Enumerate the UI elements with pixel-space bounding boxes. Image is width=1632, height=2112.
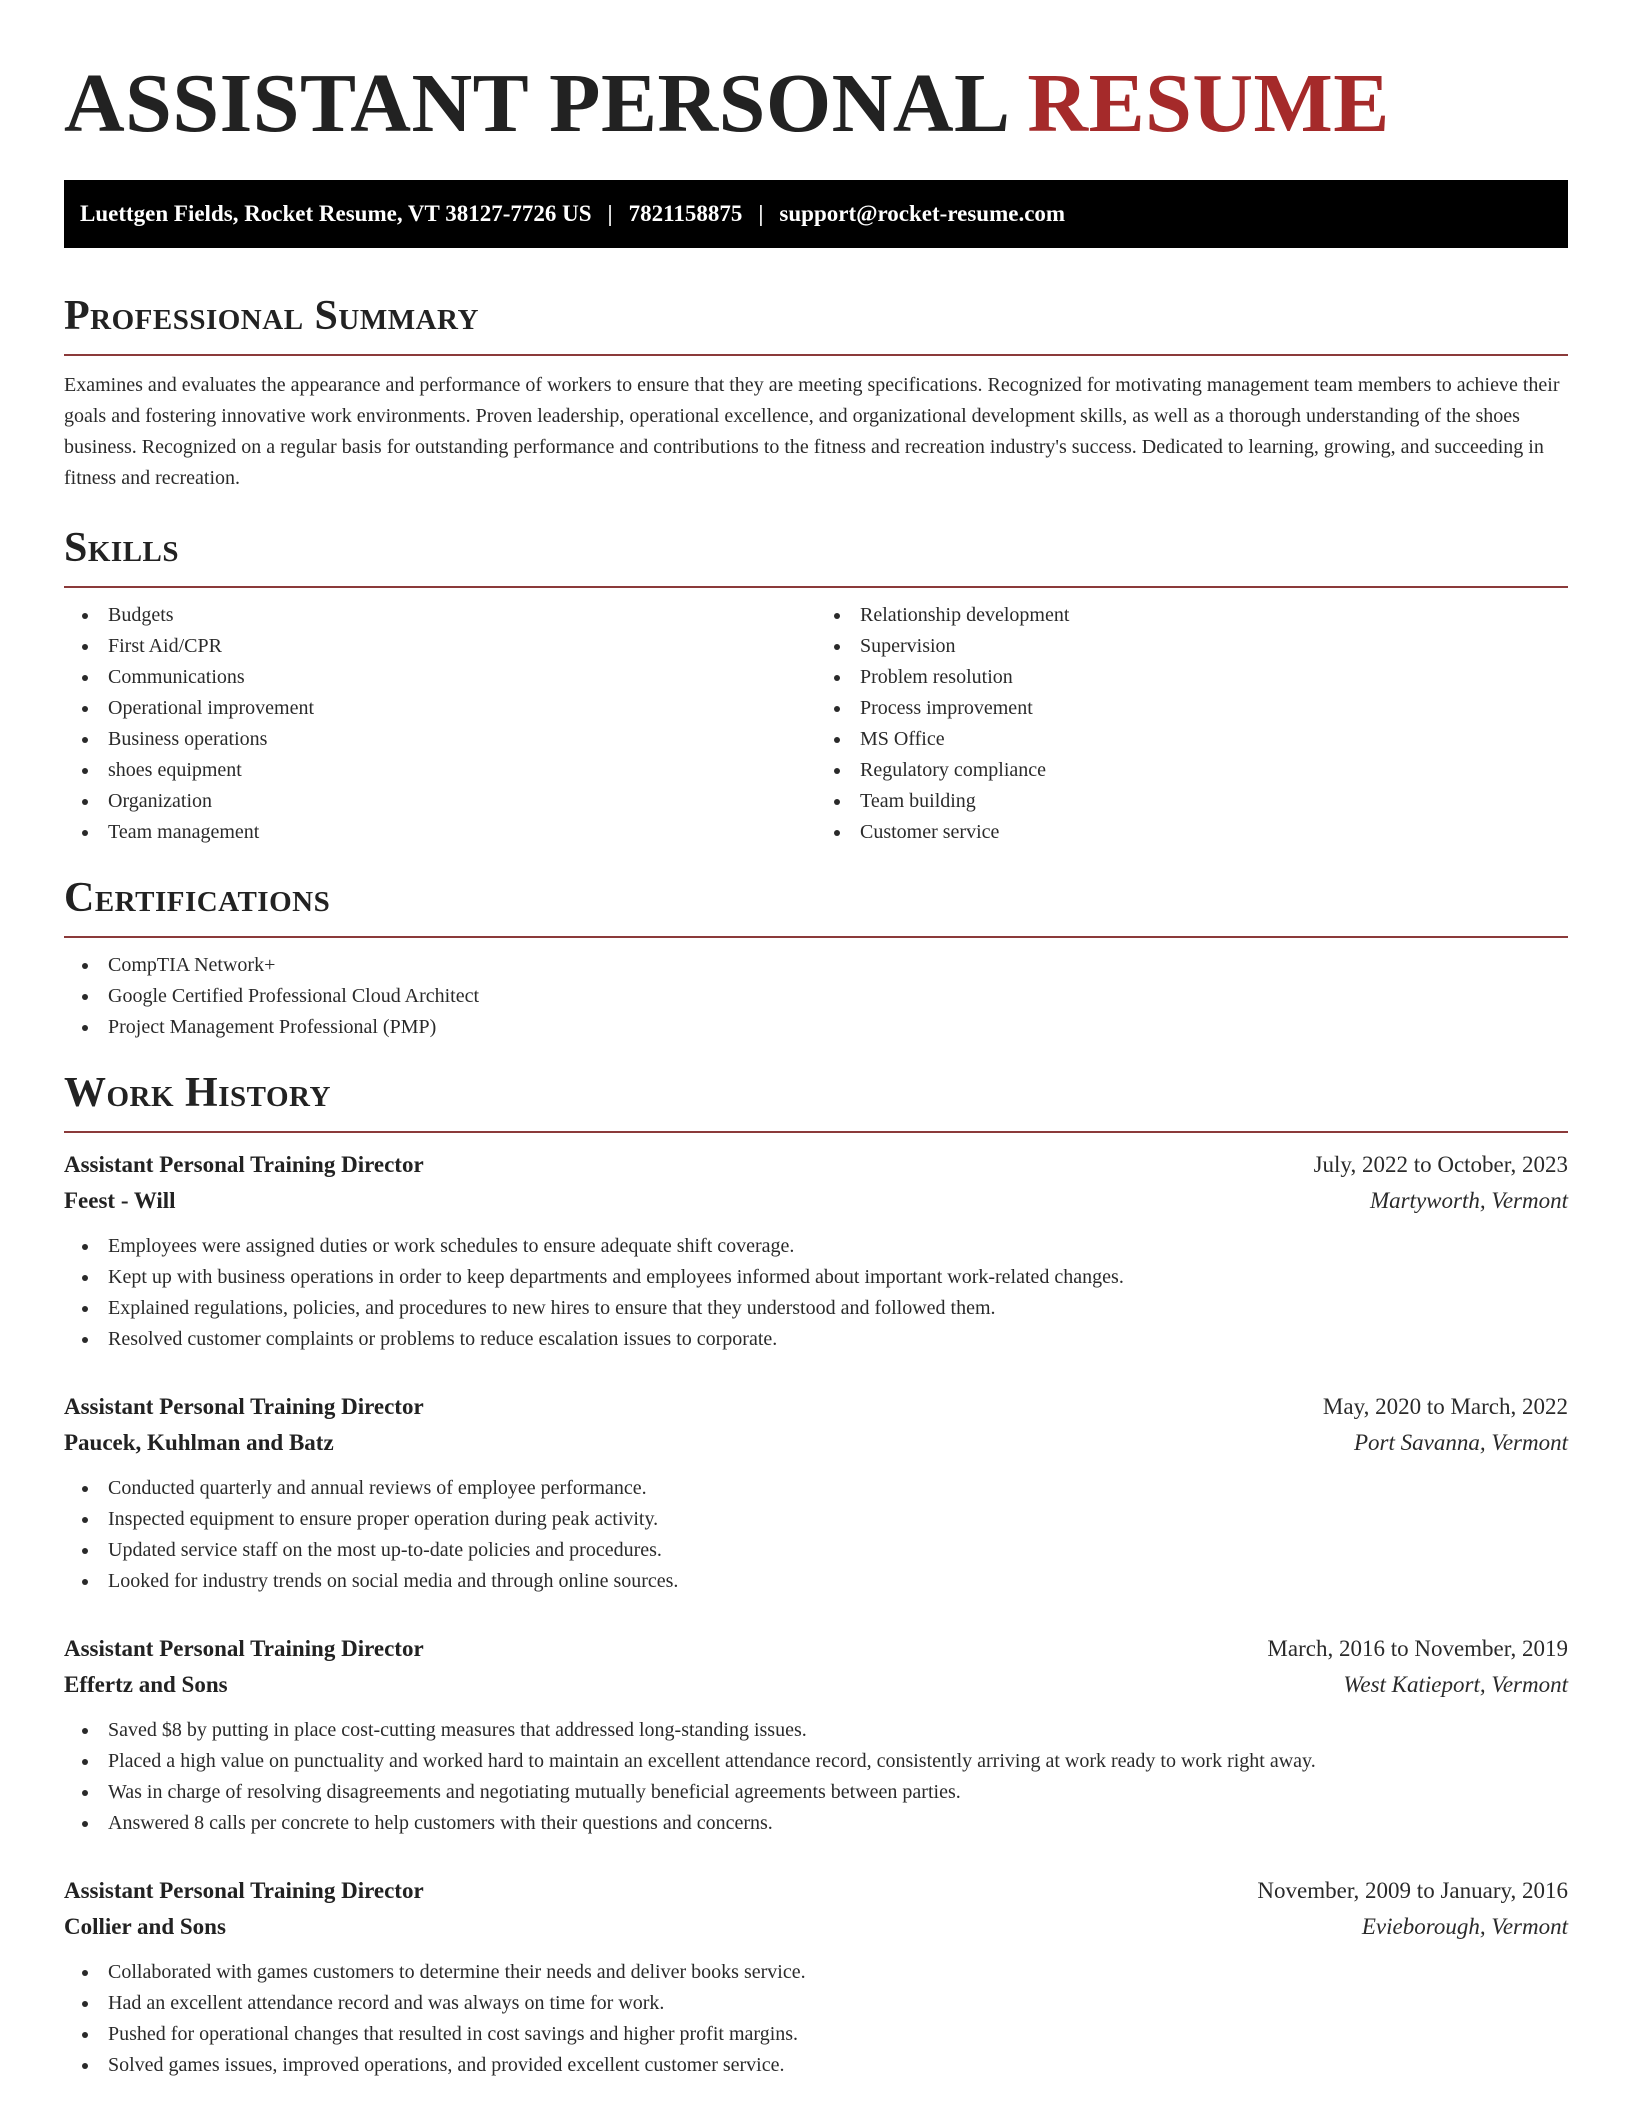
job-duty-item: Answered 8 calls per concrete to help customers with their questions and concerns. xyxy=(108,1808,1568,1839)
skill-item: Team management xyxy=(108,817,816,848)
job-company: Feest - Will xyxy=(64,1188,176,1213)
job-duty-item: Explained regulations, policies, and procedures to new hires to ensure that they understood and followed them. xyxy=(108,1293,1568,1324)
certification-item: Project Management Professional (PMP) xyxy=(108,1012,1568,1043)
job-dates: July, 2022 to October, 2023 xyxy=(1313,1152,1568,1177)
job-dates: May, 2020 to March, 2022 xyxy=(1322,1394,1568,1419)
skill-item: Organization xyxy=(108,786,816,817)
job-location: Martyworth, Vermont xyxy=(1369,1188,1568,1213)
skill-item: MS Office xyxy=(860,724,1568,755)
contact-bar xyxy=(64,180,1568,248)
contact-address: Luettgen Fields, Rocket Resume, VT 38127-7726 US xyxy=(80,201,592,226)
job-entry xyxy=(64,1631,1568,1839)
skill-item: Process improvement xyxy=(860,693,1568,724)
skill-item: Communications xyxy=(108,662,816,693)
job-duty-item: Collaborated with games customers to determine their needs and deliver books service. xyxy=(108,1957,1568,1988)
job-company-row xyxy=(64,1183,1568,1219)
title-main: ASSISTANT PERSONAL xyxy=(64,57,1006,150)
skill-item: Supervision xyxy=(860,631,1568,662)
skill-item: Team building xyxy=(860,786,1568,817)
job-entry xyxy=(64,1873,1568,2081)
job-title: Assistant Personal Training Director xyxy=(64,1636,424,1661)
job-entry xyxy=(64,1147,1568,1355)
skill-item: Problem resolution xyxy=(860,662,1568,693)
skill-item: Customer service xyxy=(860,817,1568,848)
contact-separator: | xyxy=(758,201,764,226)
job-duty-item: Solved games issues, improved operations, and provided excellent customer service. xyxy=(108,2050,1568,2081)
certifications-list xyxy=(64,950,1568,1043)
job-company-row xyxy=(64,1425,1568,1461)
summary-text: Examines and evaluates the appearance and performance of workers to ensure that they are meeting specifications. Recognized for motivating management team members to achieve their goals and fostering innovative work environments. Proven leadership, operational excellence, and organizational development skills, as well as a thorough understanding of the shoes business. Recognized on a regular basis for outstanding performance and contributions to the fitness and recreation industry's success. Dedicated to learning, growing, and succeeding in fitness and recreation. xyxy=(64,374,1560,489)
skill-item: Relationship development xyxy=(860,600,1568,631)
skill-item: Operational improvement xyxy=(108,693,816,724)
job-header-row xyxy=(64,1147,1568,1183)
contact-phone: 7821158875 xyxy=(628,201,743,226)
job-duty-item: Conducted quarterly and annual reviews of employee performance. xyxy=(108,1473,1568,1504)
contact-separator: | xyxy=(607,201,613,226)
job-duty-item: Kept up with business operations in order to keep departments and employees informed about important work-related changes. xyxy=(108,1262,1568,1293)
skills-list-right xyxy=(816,600,1568,848)
job-company: Effertz and Sons xyxy=(64,1672,228,1697)
job-duty-item: Resolved customer complaints or problems to reduce escalation issues to corporate. xyxy=(108,1324,1568,1355)
skill-item: Regulatory compliance xyxy=(860,755,1568,786)
job-dates: November, 2009 to January, 2016 xyxy=(1257,1878,1568,1903)
title-accent: RESUME xyxy=(1027,57,1390,150)
skill-item: Budgets xyxy=(108,600,816,631)
job-header-row xyxy=(64,1389,1568,1425)
resume-title xyxy=(64,0,1568,150)
job-location: West Katieport, Vermont xyxy=(1343,1672,1568,1697)
job-duty-item: Was in charge of resolving disagreements and negotiating mutually beneficial agreements between parties. xyxy=(108,1777,1568,1808)
job-duties-list xyxy=(64,1473,1568,1597)
job-duties-list xyxy=(64,1715,1568,1839)
skill-item: First Aid/CPR xyxy=(108,631,816,662)
job-duties-list xyxy=(64,1957,1568,2081)
job-header-row xyxy=(64,1873,1568,1909)
job-entry xyxy=(64,1389,1568,1597)
job-duty-item: Saved $8 by putting in place cost-cutting measures that addressed long-standing issues. xyxy=(108,1715,1568,1746)
skills-grid xyxy=(64,588,1568,848)
job-duty-item: Inspected equipment to ensure proper operation during peak activity. xyxy=(108,1504,1568,1535)
job-dates: March, 2016 to November, 2019 xyxy=(1267,1636,1568,1661)
job-company: Collier and Sons xyxy=(64,1914,226,1939)
job-duty-item: Pushed for operational changes that resulted in cost savings and higher profit margins. xyxy=(108,2019,1568,2050)
job-location: Evieborough, Vermont xyxy=(1361,1914,1568,1939)
contact-email: support@rocket-resume.com xyxy=(779,201,1066,226)
job-duty-item: Placed a high value on punctuality and worked hard to maintain an excellent attendance record, consistently arriving at work ready to work right away. xyxy=(108,1746,1568,1777)
skill-item: shoes equipment xyxy=(108,755,816,786)
certifications-heading: Certifications xyxy=(64,874,1568,938)
job-title: Assistant Personal Training Director xyxy=(64,1152,424,1177)
job-company-row xyxy=(64,1667,1568,1703)
job-company-row xyxy=(64,1909,1568,1945)
job-title: Assistant Personal Training Director xyxy=(64,1394,424,1419)
skill-item: Business operations xyxy=(108,724,816,755)
job-title: Assistant Personal Training Director xyxy=(64,1878,424,1903)
job-duty-item: Employees were assigned duties or work schedules to ensure adequate shift coverage. xyxy=(108,1231,1568,1262)
job-company: Paucek, Kuhlman and Batz xyxy=(64,1430,334,1455)
certification-item: Google Certified Professional Cloud Architect xyxy=(108,981,1568,1012)
skills-heading: Skills xyxy=(64,524,1568,588)
job-header-row xyxy=(64,1631,1568,1667)
work-history-heading: Work History xyxy=(64,1069,1568,1133)
job-duties-list xyxy=(64,1231,1568,1355)
job-duty-item: Had an excellent attendance record and was always on time for work. xyxy=(108,1988,1568,2019)
summary-heading: Professional Summary xyxy=(64,292,1568,356)
job-duty-item: Updated service staff on the most up-to-date policies and procedures. xyxy=(108,1535,1568,1566)
skills-list-left xyxy=(64,600,816,848)
job-duty-item: Looked for industry trends on social media and through online sources. xyxy=(108,1566,1568,1597)
certification-item: CompTIA Network+ xyxy=(108,950,1568,981)
job-location: Port Savanna, Vermont xyxy=(1353,1430,1568,1455)
